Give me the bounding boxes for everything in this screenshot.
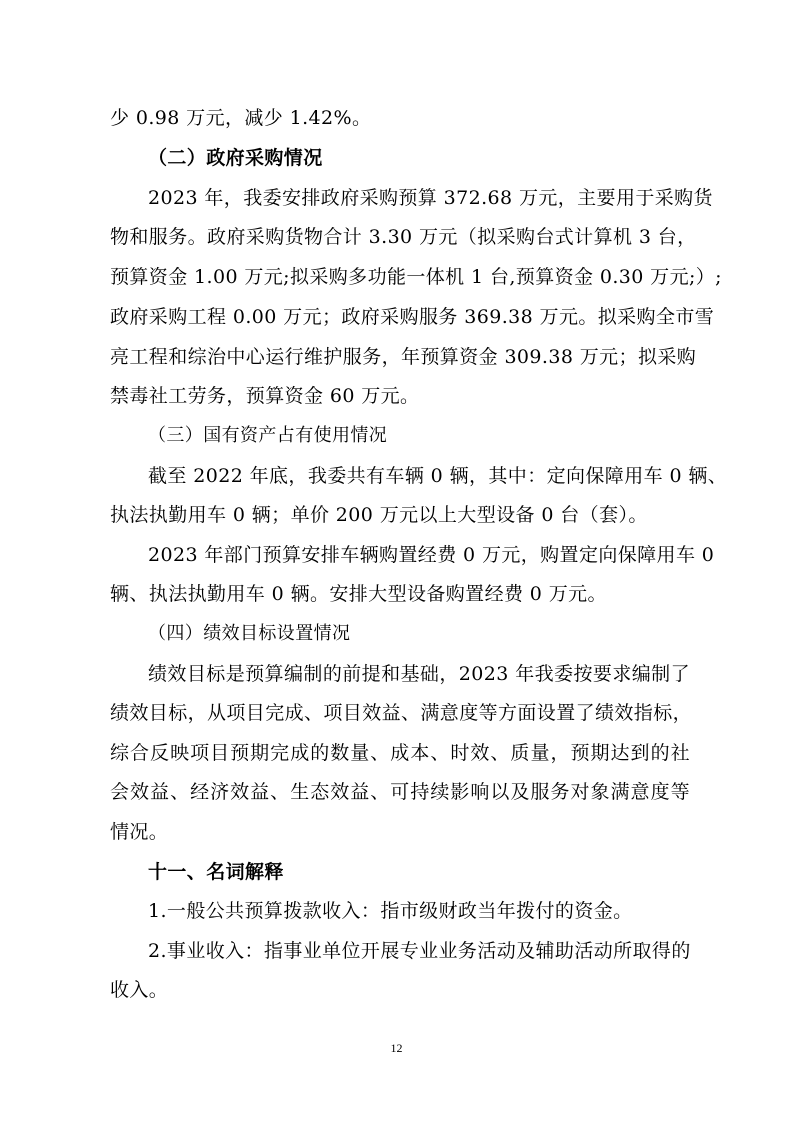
paragraph-line: 2.事业收入：指事业单位开展专业业务活动及辅助活动所取得的: [148, 940, 691, 962]
paragraph-line: 绩效目标，从项目完成、项目效益、满意度等方面设置了绩效指标，: [110, 702, 693, 724]
paragraph-line: 执法执勤用车 0 辆；单价 200 万元以上大型设备 0 台（套）。: [110, 504, 648, 526]
section-heading-assets: （三）国有资产占有使用情况: [148, 425, 388, 446]
paragraph-line: 综合反映项目预期完成的数量、成本、时效、质量，预期达到的社: [110, 742, 690, 764]
paragraph-line: 收入。: [110, 979, 169, 1001]
paragraph-line: 物和服务。政府采购货物合计 3.30 万元（拟采购台式计算机 3 台，: [110, 226, 697, 248]
paragraph-line: 2023 年部门预算安排车辆购置经费 0 万元，购置定向保障用车 0: [148, 544, 715, 566]
paragraph-line: 绩效目标是预算编制的前提和基础，2023 年我委按要求编制了: [148, 663, 690, 685]
page-number: 12: [390, 1041, 403, 1055]
section-heading-glossary: 十一、名词解释: [148, 861, 284, 883]
paragraph-line: 辆、执法执勤用车 0 辆。安排大型设备购置经费 0 万元。: [110, 583, 607, 605]
paragraph-line: 政府采购工程 0.00 万元；政府采购服务 369.38 万元。拟采购全市雪: [110, 306, 715, 328]
paragraph-line: 少 0.98 万元，减少 1.42%。: [110, 107, 372, 129]
paragraph-line: 亮工程和综治中心运行维护服务，年预算资金 309.38 万元；拟采购: [110, 346, 697, 368]
section-heading-performance: （四）绩效目标设置情况: [148, 623, 351, 644]
section-heading-procurement: （二）政府采购情况: [148, 147, 323, 169]
paragraph-line: 2023 年，我委安排政府采购预算 372.68 万元，主要用于采购货: [148, 187, 713, 209]
paragraph-line: 会效益、经济效益、生态效益、可持续影响以及服务对象满意度等: [110, 781, 690, 803]
paragraph-line: 1.一般公共预算拨款收入：指市级财政当年拨付的资金。: [148, 900, 633, 922]
paragraph-line: 截至 2022 年底，我委共有车辆 0 辆，其中：定向保障用车 0 辆、: [148, 465, 728, 487]
paragraph-line: 预算资金 1.00 万元;拟采购多功能一体机 1 台,预算资金 0.30 万元;）;: [110, 266, 722, 288]
paragraph-line: 禁毒社工劳务，预算资金 60 万元。: [110, 385, 420, 407]
paragraph-line: 情况。: [110, 821, 169, 843]
